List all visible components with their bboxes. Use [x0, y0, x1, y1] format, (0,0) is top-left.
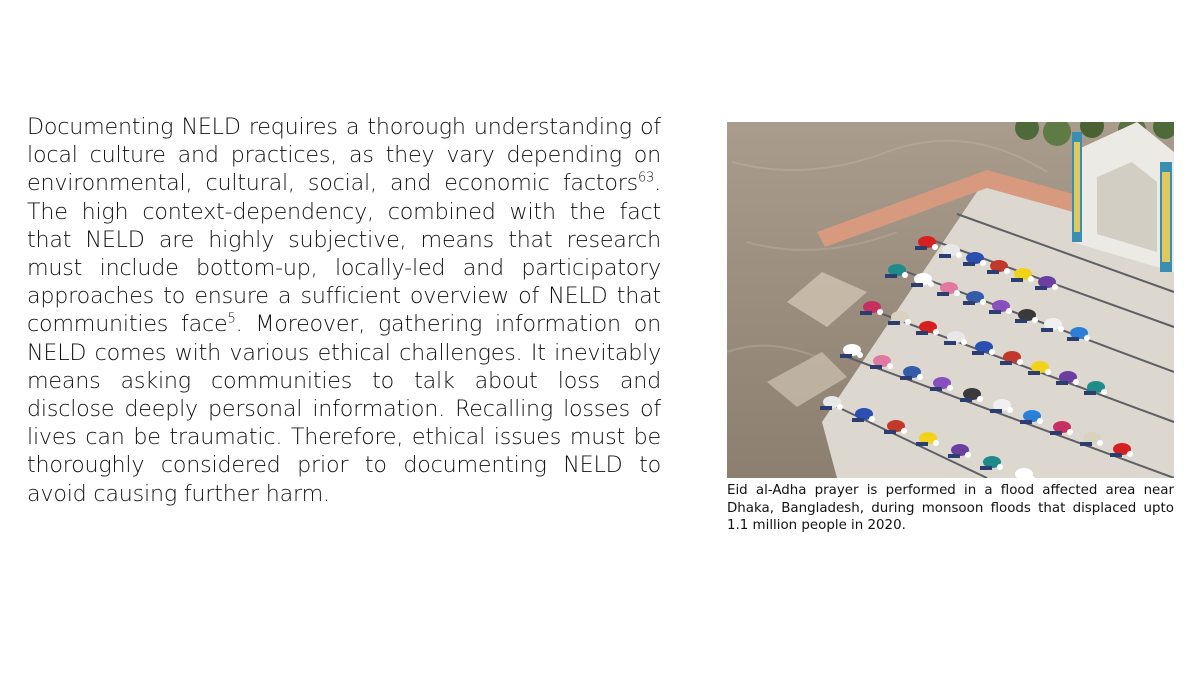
worshipper-cap [1032, 317, 1038, 323]
citation-63[interactable]: 63 [637, 171, 655, 187]
photo-illustration [727, 122, 1174, 478]
paragraph-text-1: Documenting NELD requires a thorough understanding of local culture and practices, as they vary depending on environmental, cultural, social, and economic factors [27, 114, 661, 197]
worshipper-legs [820, 406, 832, 410]
worshipper-cap [887, 363, 893, 369]
paragraph-text-2: . The high context-dependency, combined with the fact that NELD are highly subjective, means that research must include bottom-up, locally-led and participatory approaches to ensure a sufficient overview of NELD that communities face [27, 170, 661, 338]
worshipper-legs [930, 387, 942, 391]
worshipper-cap [1006, 308, 1012, 314]
worshipper-legs [1020, 420, 1032, 424]
worshipper-legs [1080, 442, 1092, 446]
worshipper-legs [948, 454, 960, 458]
worshipper-cap [928, 281, 934, 287]
worshipper-legs [1084, 391, 1096, 395]
worshipper-legs [1015, 319, 1027, 323]
worshipper-cap [902, 272, 908, 278]
worshipper-cap [947, 385, 953, 391]
worshipper-legs [944, 341, 956, 345]
worshipper-cap [917, 374, 923, 380]
worshipper-cap [1067, 429, 1073, 435]
worshipper-legs [963, 262, 975, 266]
worshipper-cap [1017, 359, 1023, 365]
worshipper-legs [860, 311, 872, 315]
worshipper-legs [916, 331, 928, 335]
worshipper-legs [939, 254, 951, 258]
worshipper-cap [905, 319, 911, 325]
worshipper-cap [1004, 268, 1010, 274]
worshipper-cap [1052, 284, 1058, 290]
worshipper-legs [888, 321, 900, 325]
worshipper-legs [870, 365, 882, 369]
worshipper-cap [956, 252, 962, 258]
body-paragraph [27, 113, 661, 508]
worshipper-cap [980, 299, 986, 305]
worshipper-cap [989, 349, 995, 355]
worshipper-cap [1127, 451, 1133, 457]
worshipper-cap [933, 329, 939, 335]
worshipper-legs [989, 310, 1001, 314]
worshipper-legs [1035, 286, 1047, 290]
worshipper-legs [1028, 371, 1040, 375]
worshipper-cap [1007, 407, 1013, 413]
worshipper-cap [1097, 440, 1103, 446]
worshipper-legs [884, 430, 896, 434]
worshipper-legs [1110, 453, 1122, 457]
worshipper-legs [1056, 381, 1068, 385]
worshipper-cap [932, 244, 938, 250]
worshipper-cap [954, 290, 960, 296]
worshipper-legs [852, 418, 864, 422]
worshipper-cap [965, 452, 971, 458]
worshipper-legs [990, 409, 1002, 413]
worshipper-cap [901, 428, 907, 434]
worshipper-cap [977, 396, 983, 402]
worshipper-cap [869, 416, 875, 422]
worshipper-legs [911, 283, 923, 287]
worshipper-legs [1011, 278, 1023, 282]
worshipper-legs [1067, 337, 1079, 341]
worshipper-cap [857, 352, 863, 358]
figure-caption: Eid al-Adha prayer is performed in a flood affected area near Dhaka, Bangladesh, during monsoon floods that displaced upto 1.1 million people in 2020. [727, 483, 1174, 533]
paragraph-text-3: . Moreover, gathering information on NELD comes with various ethical challenges. It inevitably means asking communities to talk about loss and disclose deeply personal information. Recalling losses of lives can be traumatic. Therefore, ethical issues must be thoroughly considered prior to documenting NELD to avoid causing further harm. [27, 311, 661, 507]
worshipper-cap [980, 260, 986, 266]
worshipper-legs [916, 442, 928, 446]
worshipper-cap [1058, 326, 1064, 332]
worshipper-cap [997, 464, 1003, 470]
worshipper-cap [1101, 389, 1107, 395]
worshipper-legs [915, 246, 927, 250]
worshipper-legs [885, 274, 897, 278]
worshipper-legs [937, 292, 949, 296]
worshipper-cap [1037, 418, 1043, 424]
worshipper-cap [961, 339, 967, 345]
worshipper-cap [1028, 276, 1034, 282]
worshipper-legs [1041, 328, 1053, 332]
worshipper-legs [840, 354, 852, 358]
worshipper-cap [1084, 335, 1090, 341]
worshipper-legs [987, 270, 999, 274]
worshipper-cap [837, 404, 843, 410]
worshipper-legs [972, 351, 984, 355]
worshipper-legs [960, 398, 972, 402]
worshipper-legs [980, 466, 992, 470]
flood-prayer-photo [727, 122, 1174, 478]
worshipper-legs [963, 301, 975, 305]
worshipper-cap [1045, 369, 1051, 375]
worshipper-legs [1000, 361, 1012, 365]
citation-5[interactable]: 5 [227, 312, 236, 328]
worshipper-cap [1073, 379, 1079, 385]
worshipper-legs [900, 376, 912, 380]
worshipper-legs [1050, 431, 1062, 435]
worshipper-cap [933, 440, 939, 446]
worshipper-cap [877, 309, 883, 315]
